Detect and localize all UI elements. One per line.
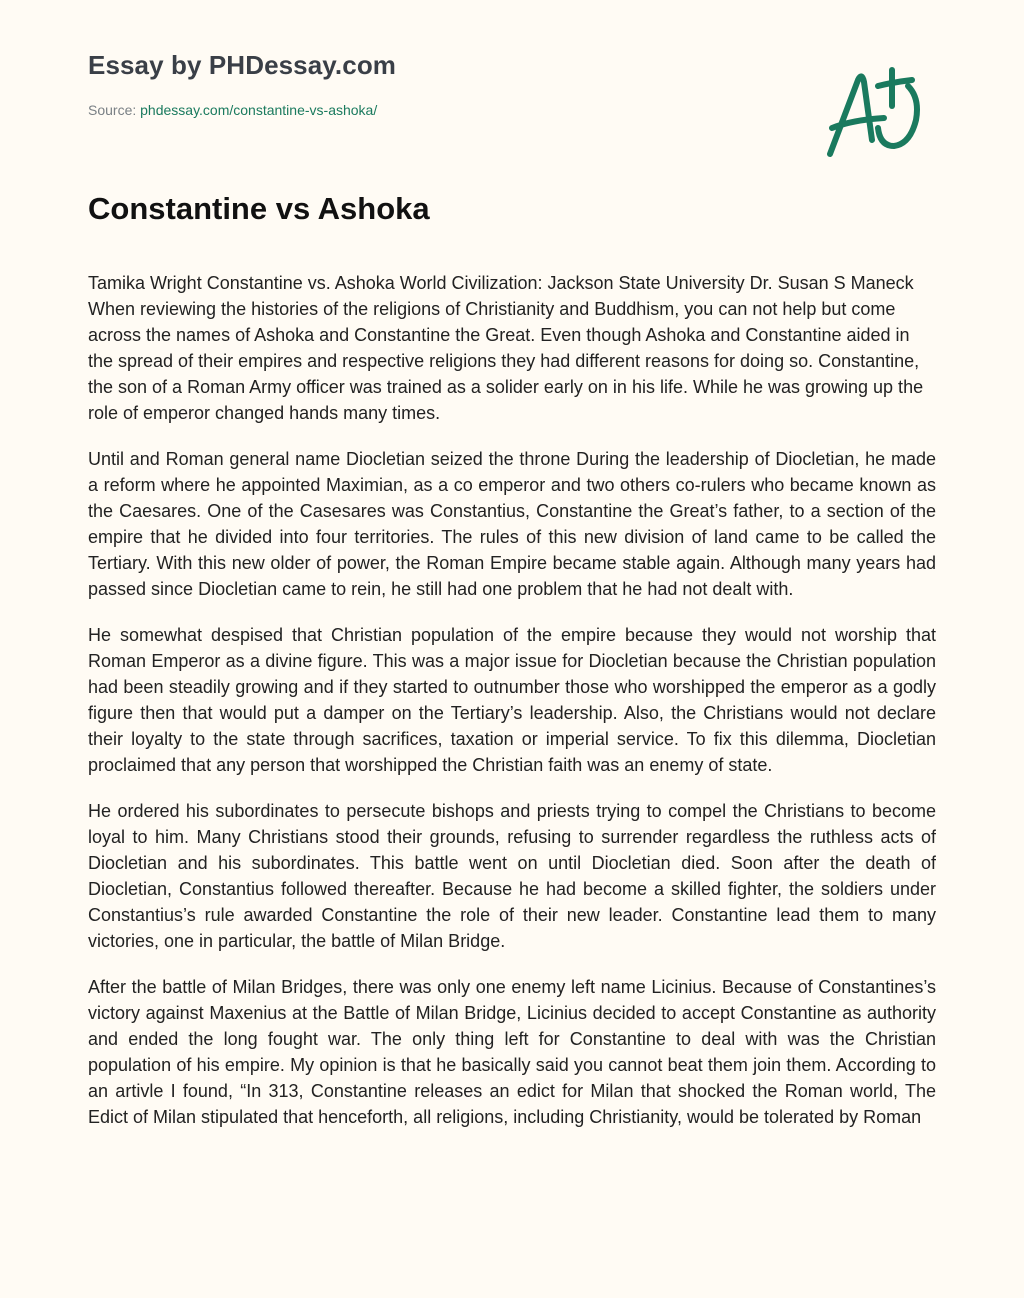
source-link[interactable]: phdessay.com/constantine-vs-ashoka/	[140, 102, 378, 118]
source-line	[88, 102, 377, 118]
essay-paragraph: After the battle of Milan Bridges, there was only one enemy left name Licinius. Because of Constantines’s victory against Maxenius at the Battle of Milan Bridge, Licinius decided to accept Constantine as authority and ended the long fought war. The only thing left for Constantine to deal with was the Christian population of his empire. My opinion is that he basically said you cannot beat them join them. According to an artivle I found, “In 313, Constantine releases an edict for Milan that shocked the Roman world, The Edict of Milan stipulated that henceforth, all religions, including Christianity, would be tolerated by Roman	[88, 977, 936, 1127]
essay-body	[88, 270, 936, 1150]
essay-paragraph: Until and Roman general name Diocletian seized the throne During the leadership of Diocletian, he made a reform where he appointed Maximian, as a co emperor and two others co-rulers who became known as the Caesares. One of the Casesares was Constantius, Constantine the Great’s father, to a section of the empire that he divided into four territories. The rules of this new division of land came to be called the Tertiary. With this new older of power, the Roman Empire became stable again. Although many years had passed since Diocletian came to rein, he still had one problem that he had not dealt with.	[88, 449, 936, 599]
essay-paragraph: He ordered his subordinates to persecute bishops and priests trying to compel the Christians to become loyal to him. Many Christians stood their grounds, refusing to surrender regardless the ruthless acts of Diocletian and his subordinates. This battle went on until Diocletian died. Soon after the death of Diocletian, Constantius followed thereafter. Because he had become a skilled fighter, the soldiers under Constantius’s rule awarded Constantine the role of their new leader. Constantine lead them to many victories, one in particular, the battle of Milan Bridge.	[88, 801, 936, 951]
essay-title: Constantine vs Ashoka	[88, 191, 430, 226]
site-brand: Essay by PHDessay.com	[88, 50, 397, 80]
a-plus-grade-icon	[822, 62, 932, 162]
essay-paragraph: He somewhat despised that Christian population of the empire because they would not worship that Roman Emperor as a divine figure. This was a major issue for Diocletian because the Christian population had been steadily growing and if they started to outnumber those who worshipped the emperor as a godly figure then that would put a damper on the Tertiary’s leadership. Also, the Christians would not declare their loyalty to the state through sacrifices, taxation or imperial service. To fix this dilemma, Diocletian proclaimed that any person that worshipped the Christian faith was an enemy of state.	[88, 625, 936, 775]
essay-paragraph: Tamika Wright Constantine vs. Ashoka World Civilization: Jackson State University Dr. Susan S Maneck When reviewing the histories of the religions of Christianity and Buddhism, you can not help but come across the names of Ashoka and Constantine the Great. Even though Ashoka and Constantine aided in the spread of their empires and respective religions they had different reasons for doing so. Constantine, the son of a Roman Army officer was trained as a solider early on in his life. While he was growing up the role of emperor changed hands many times.	[88, 273, 924, 423]
source-label: Source:	[88, 102, 141, 118]
essay-page	[88, 0, 936, 1250]
